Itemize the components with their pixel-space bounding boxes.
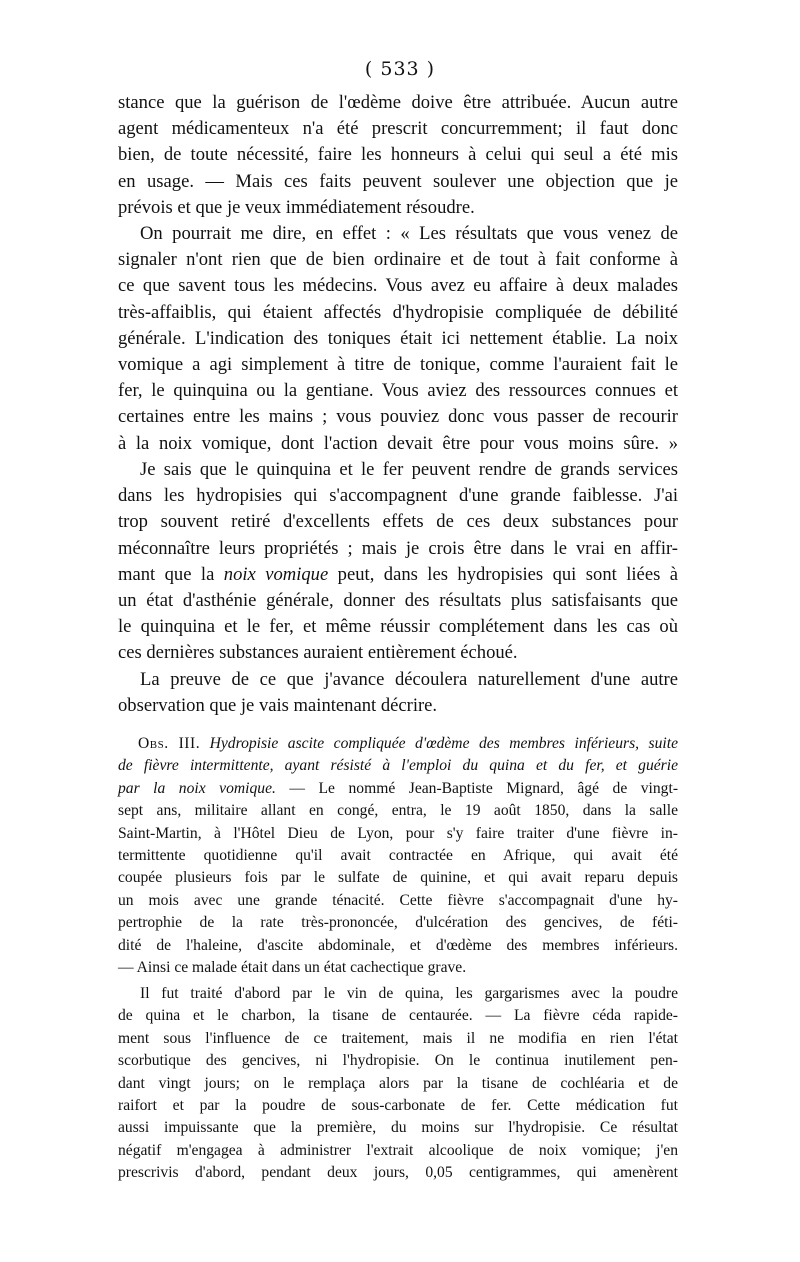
text-line: ce que savent tous les médecins. Vous avez eu affaire à deux malades — [118, 275, 678, 297]
text-line: en usage. — Mais ces faits peuvent soulever une objection que je — [118, 170, 678, 192]
text-run: mant que la — [118, 563, 224, 585]
text-line: un état d'asthénie générale, donner des résultats plus satisfaisants que — [118, 589, 678, 611]
paragraph-5 — [118, 983, 678, 1185]
text-line: stance que la guérison de l'œdème doive être attribuée. Aucun autre — [118, 92, 678, 113]
text-line: le quinquina et le fer, et même réussir complétement dans les cas où — [118, 616, 678, 638]
text-line: observation que je vais maintenant décrire. — [118, 695, 438, 717]
text-line: dité de l'haleine, d'ascite abdominale, et d'œdème des membres inférieurs. — [118, 936, 678, 954]
text-line: aussi impuissante que la première, du moins sur l'hydropisie. Ce résultat — [118, 1119, 678, 1137]
text-line: sept ans, militaire allant en congé, entra, le 19 août 1850, dans la salle — [118, 802, 678, 820]
text-line: pertrophie de la rate très-prononcée, d'ulcération des gencives, de féti- — [118, 914, 678, 932]
text-line: ces dernières substances auraient entièrement échoué. — [118, 642, 518, 664]
text-line: certaines entre les mains ; vous pouviez donc vous passer de recourir — [118, 406, 678, 428]
text-line: trop souvent retiré d'excellents effets de ces deux substances pour — [118, 511, 678, 533]
text-line: prévois et que je veux immédiatement résoudre. — [118, 196, 475, 218]
text-line: un mois avec une grande ténacité. Cette fièvre s'accompagnait d'une hy- — [118, 891, 678, 909]
text-line: — Ainsi ce malade était dans un état cachectique grave. — [118, 958, 467, 976]
text-line: ment sous l'influence de ce traitement, mais il ne modifia en rien l'état — [118, 1029, 678, 1047]
text-line: termittente quotidienne qu'il avait contractée en Afrique, qui avait été — [118, 846, 678, 864]
observation-title-end: par la noix vomique. — [118, 779, 276, 797]
observation-title: Hydropisie ascite compliquée d'œdème des membres inférieurs, suite — [209, 735, 678, 752]
text-line-with-italic — [118, 562, 678, 588]
text-line: bien, de toute nécessité, faire les honneurs à celui qui seul a été mis — [118, 144, 678, 166]
text-line: très-affaiblis, qui étaient affectés d'hydropisie compliquée de débilité — [118, 301, 678, 323]
text-line: négatif m'engagea à administrer l'extrait alcoolique de noix vomique; j'en — [118, 1141, 678, 1159]
text-line: à la noix vomique, dont l'action devait être pour vous moins sûre. » — [118, 432, 678, 454]
text-line: Il fut traité d'abord par le vin de quina, les gargarismes avec la poudre — [140, 985, 678, 1002]
observation-title-line — [118, 733, 678, 755]
paragraph-1 — [118, 90, 678, 221]
italic-term: noix vomique — [223, 563, 329, 585]
text-line: Je sais que le quinquina et le fer peuvent rendre de grands services — [140, 459, 678, 480]
text-line: Saint-Martin, à l'Hôtel Dieu de Lyon, pour s'y faire traiter d'une fièvre in- — [118, 824, 678, 842]
text-line: dans les hydropisies qui s'accompagnent d'une grande faiblesse. J'ai — [118, 485, 678, 507]
text-line: générale. L'indication des toniques était ici nettement établie. La noix — [118, 327, 678, 349]
text-line: dant vingt jours; on le remplaça alors par la tisane de cochléaria et de — [118, 1074, 678, 1092]
text-line: signaler n'ont rien que de bien ordinaire et de tout à fait conforme à — [118, 249, 678, 271]
text-line: de quina et le charbon, la tisane de centaurée. — La fièvre céda rapide- — [118, 1007, 678, 1025]
text-run: — Le nommé Jean-Baptiste Mignard, âgé de vingt- — [275, 779, 679, 797]
text-line: fer, le quinquina ou la gentiane. Vous aviez des ressources connues et — [118, 380, 678, 402]
text-line: prescrivis d'abord, pendant deux jours, 0,05 centigrammes, qui amenèrent — [118, 1164, 678, 1182]
text-line: méconnaître leurs propriétés ; mais je crois être dans le vrai en affir- — [118, 537, 678, 559]
observation-block — [118, 733, 678, 979]
text-line: agent médicamenteux n'a été prescrit concurremment; il faut donc — [118, 118, 678, 140]
text-line: On pourrait me dire, en effet : « Les résultats que vous venez de — [140, 223, 678, 244]
page-number: ( 533 ) — [364, 58, 436, 80]
observation-label: Obs. III. — [138, 735, 201, 752]
paragraph-4 — [118, 667, 678, 719]
text-line: raifort et par la poudre de sous-carbonate de fer. Cette médication fut — [118, 1096, 678, 1114]
text-line: scorbutique des gencives, ni l'hydropisie. On le continua inutilement pen- — [118, 1052, 678, 1070]
paragraph-3 — [118, 457, 678, 667]
text-line: vomique a agi simplement à titre de tonique, comme l'auraient fait le — [118, 353, 678, 375]
paragraph-2 — [118, 221, 678, 457]
observation-title-line: de fièvre intermittente, ayant résisté à l'emploi du quina et du fer, et guérie — [118, 757, 678, 775]
text-line: coupée plusieurs fois par le sulfate de quinine, et qui avait reparu depuis — [118, 869, 678, 887]
text-line: La preuve de ce que j'avance découlera naturellement d'une autre — [140, 669, 678, 690]
observation-title-line — [118, 778, 678, 800]
text-run: peut, dans les hydropisies qui sont liées à — [328, 563, 678, 585]
